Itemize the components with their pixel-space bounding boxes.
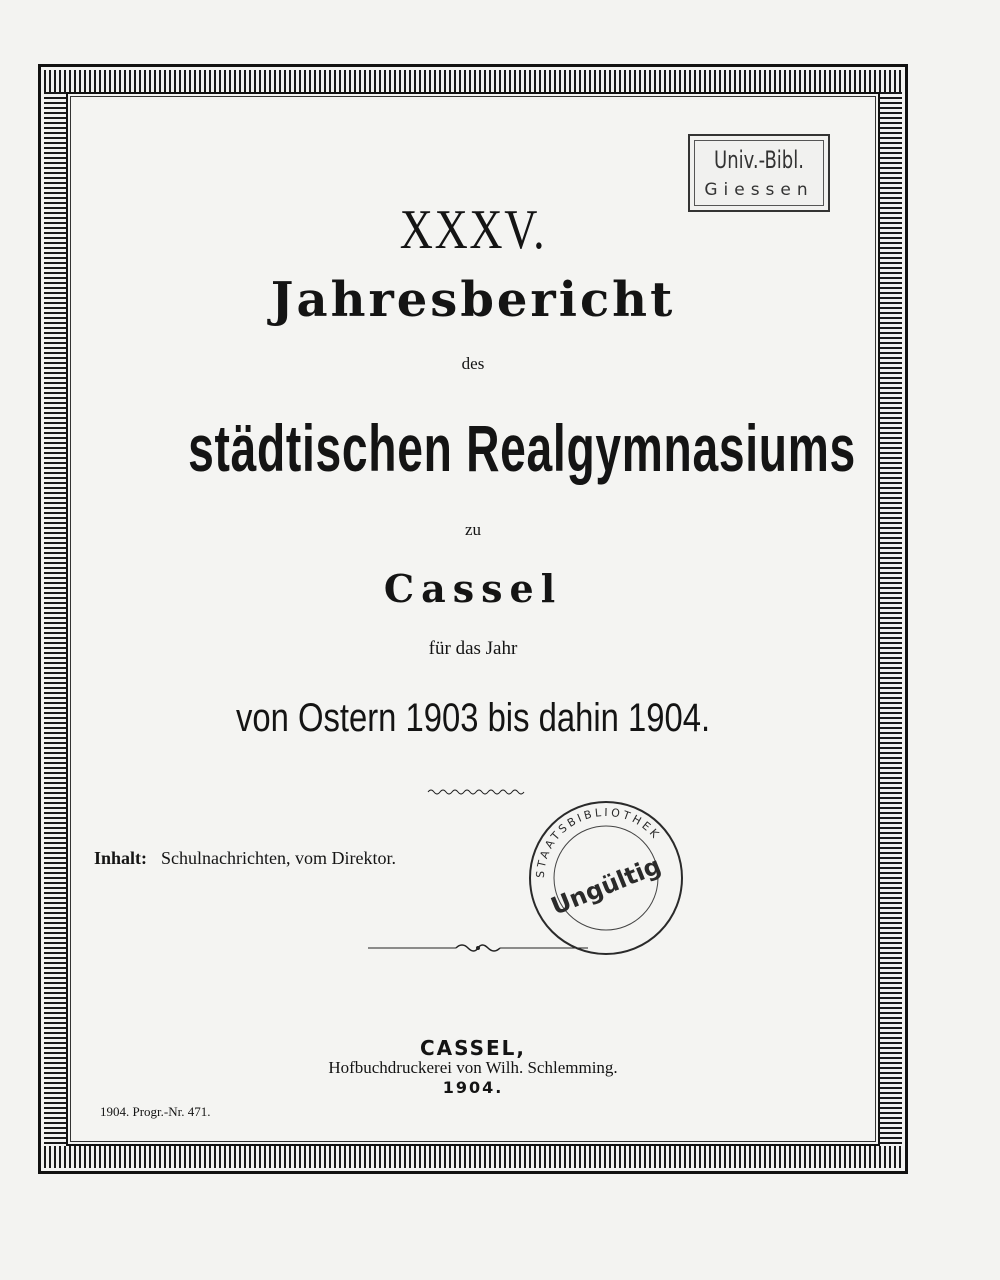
round-stamp-overprint: Ungültig [547,851,665,921]
left-rule-band [44,92,66,1146]
for-year-label: für das Jahr [428,638,518,659]
city-name: Cassel [383,566,563,611]
bottom-rule-band [44,1146,902,1168]
contents-text: Schulnachrichten, vom Direktor. [161,848,396,868]
publisher-printer: Hofbuchdruckerei von Wilh. Schlemming. [328,1058,618,1077]
contents-line [94,848,396,869]
round-stamp-ring-text: STAATSBIBLIOTHEK [533,805,664,879]
des-word: des [461,354,485,373]
zu-word: zu [464,520,482,539]
school-year: von Ostern 1903 bis dahin 1904. [235,696,711,740]
round-library-stamp [524,796,688,960]
program-number: 1904. Progr.-Nr. 471. [100,1104,211,1119]
squiggle-divider [426,786,526,798]
volume-number: XXXV. [399,199,547,261]
contents-label: Inhalt: [94,848,148,868]
publisher-year: 1904. [442,1078,504,1097]
top-rule-band [44,70,902,92]
report-title: Jahresbericht [270,272,676,328]
publisher-city: CASSEL, [419,1036,527,1060]
right-rule-band [880,92,902,1146]
institution-name: städtischen Realgymnasiums [188,411,856,485]
library-stamp-line1: Univ.-Bibl. [714,146,804,174]
library-stamp-line2: Giessen [704,180,814,200]
